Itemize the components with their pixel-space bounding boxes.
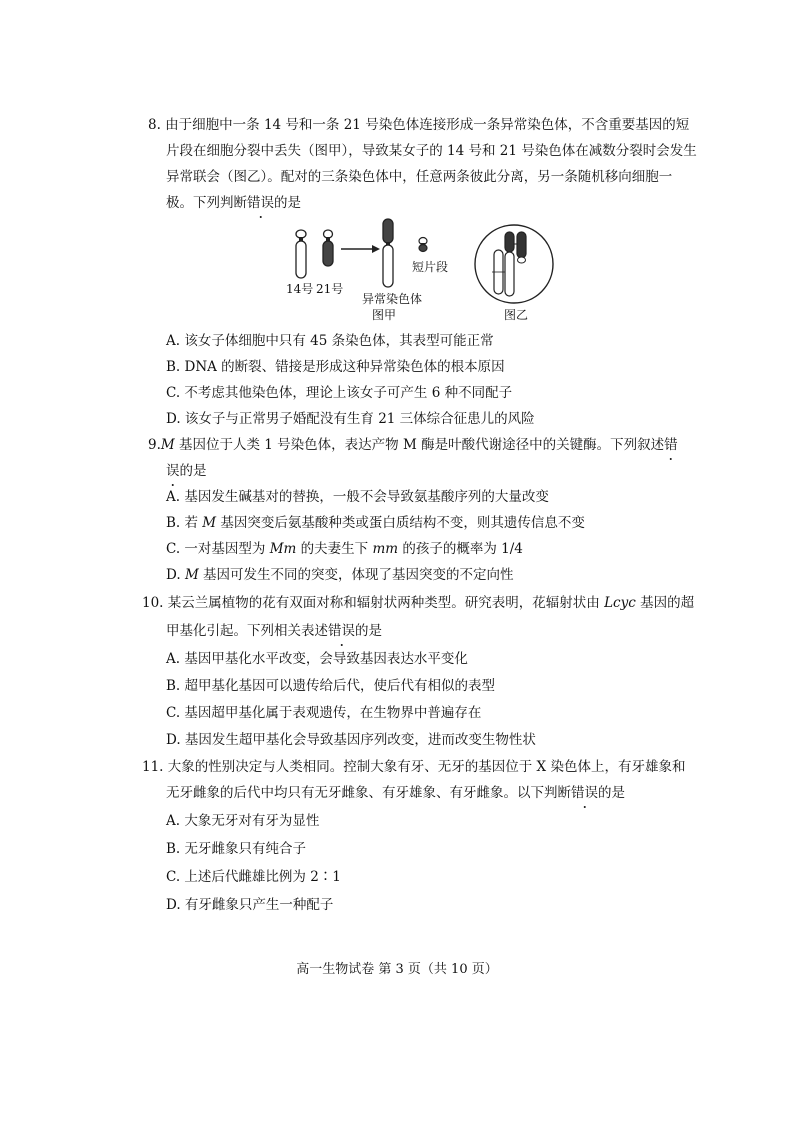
q9-option-d[interactable]: D. M 基因可发生不同的突变，体现了基因突变的不定向性 <box>166 567 514 583</box>
paired-chromosome-middle <box>505 252 514 296</box>
q8-stem-line2: 片段在细胞分裂中丢失（图甲），导致某女子的 14 号和 21 号染色体在减数分裂时会发生 <box>166 143 697 159</box>
q8-emphasis: 错误 <box>247 195 274 211</box>
q11-option-d[interactable]: D. 有牙雌象只产生一种配子 <box>166 897 334 913</box>
q10-stem-line1: 10. 某云兰属植物的花有双面对称和辐射状两种类型。研究表明，花辐射状由 Lcyc 基因的超 <box>142 595 695 611</box>
caption-jia: 图甲 <box>372 308 397 322</box>
q9-stem-line1: 9.M 基因位于人类 1 号染色体，表达产物 M 酶是叶酸代谢途径中的关键酶。下列叙述错 <box>148 437 678 453</box>
short-fragment-bottom <box>419 245 427 252</box>
q11-option-c[interactable]: C. 上述后代雌雄比例为 2∶1 <box>166 869 341 885</box>
q9-option-a[interactable]: A. 基因发生碱基对的替换，一般不会导致氨基酸序列的大量改变 <box>166 489 549 505</box>
chromosome-21 <box>323 241 333 266</box>
label-short-fragment: 短片段 <box>412 260 449 274</box>
q9-stem-line2: 误的是 <box>166 463 207 479</box>
q8-stem-line1: 8. 由于细胞中一条 14 号和一条 21 号染色体连接形成一条异常染色体，不含重要基因的短 <box>148 117 690 133</box>
paired-chromosome-middle-top <box>505 232 514 252</box>
abnormal-chromosome-top <box>383 219 393 243</box>
label-14: 14号 <box>286 282 314 296</box>
chromosome-21-head <box>324 230 333 238</box>
chromosome-14-head <box>296 230 306 238</box>
paired-chromosome-right <box>517 232 526 258</box>
label-21: 21号 <box>316 282 344 296</box>
q10-option-c[interactable]: C. 基因超甲基化属于表观遗传，在生物界中普遍存在 <box>166 705 482 721</box>
q11-stem-line2: 无牙雌象的后代中均只有无牙雌象、有牙雄象、有牙雌象。以下判断错误的是 <box>166 785 625 801</box>
abnormal-chromosome-bottom <box>383 245 393 287</box>
q10-option-d[interactable]: D. 基因发生超甲基化会导致基因序列改变，进而改变生物性状 <box>166 732 536 748</box>
q8-stem-line4: 极。下列判断错误的是 <box>166 195 301 211</box>
label-abnormal-chromosome: 异常染色体 <box>362 292 423 306</box>
q11-option-a[interactable]: A. 大象无牙对有牙为显性 <box>166 813 320 829</box>
q8-stem-line3: 异常联会（图乙）。配对的三条染色体中，任意两条彼此分离，另一条随机移向细胞一 <box>166 169 673 185</box>
chromosome-14 <box>296 241 306 278</box>
q8-option-c[interactable]: C. 不考虑其他染色体，理论上该女子可产生 6 种不同配子 <box>166 385 513 401</box>
q11-option-b[interactable]: B. 无牙雌象只有纯合子 <box>166 841 307 857</box>
q10-option-b[interactable]: B. 超甲基化基因可以遗传给后代，使后代有相似的表型 <box>166 678 496 694</box>
figure-yi <box>470 222 560 308</box>
q9-option-c[interactable]: C. 一对基因型为 Mm 的夫妻生下 mm 的孩子的概率为 1/4 <box>166 541 523 557</box>
q9-option-b[interactable]: B. 若 M 基因突变后氨基酸种类或蛋白质结构不变，则其遗传信息不变 <box>166 515 585 531</box>
q10-stem-line2: 甲基化引起。下列相关表述错误的是 <box>166 623 382 639</box>
q8-option-a[interactable]: A. 该女子体细胞中只有 45 条染色体，其表型可能正常 <box>166 333 494 349</box>
page-footer: 高一生物试卷 第 3 页（共 10 页） <box>296 962 498 977</box>
q11-stem-line1: 11. 大象的性别决定与人类相同。控制大象有牙、无牙的基因位于 X 染色体上，有牙雄象和 <box>142 759 686 775</box>
q8-option-d[interactable]: D. 该女子与正常男子婚配没有生育 21 三体综合征患儿的风险 <box>166 411 535 427</box>
q10-option-a[interactable]: A. 基因甲基化水平改变，会导致基因表达水平变化 <box>166 651 468 667</box>
q8-option-b[interactable]: B. DNA 的断裂、错接是形成这种异常染色体的根本原因 <box>166 359 505 375</box>
caption-yi: 图乙 <box>504 308 529 322</box>
